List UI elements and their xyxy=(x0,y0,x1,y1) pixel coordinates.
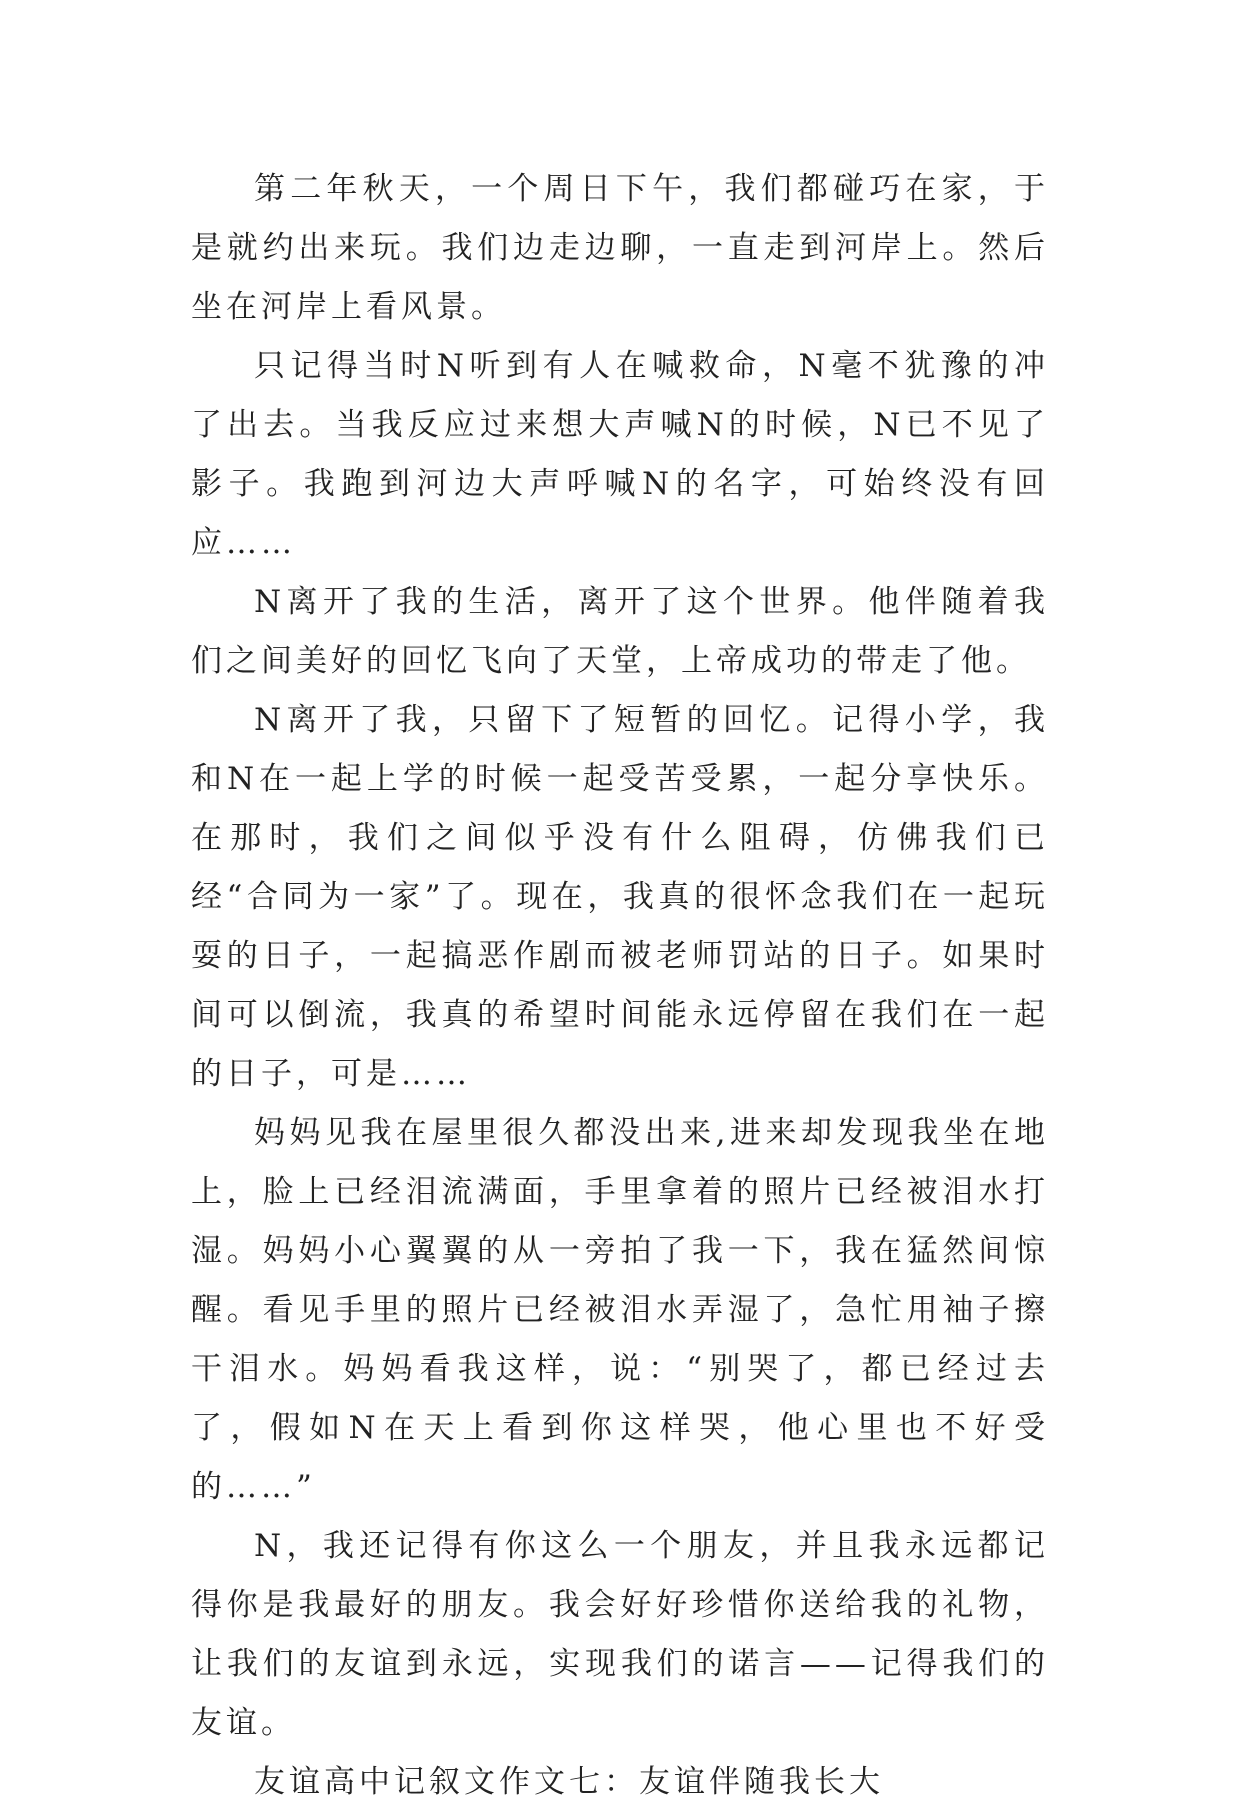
paragraph-3: N离开了我的生活，离开了这个世界。他伴随着我们之间美好的回忆飞向了天堂，上帝成功的带走了他。 xyxy=(191,584,1049,679)
document-body xyxy=(191,160,1049,1812)
paragraph-1: 第二年秋天，一个周日下午，我们都碰巧在家，于是就约出来玩。我们边走边聊，一直走到河岸上。然后坐在河岸上看风景。 xyxy=(191,171,1049,325)
paragraph-2: 只记得当时N听到有人在喊救命，N毫不犹豫的冲了出去。当我反应过来想大声喊N的时候，N已不见了影子。我跑到河边大声呼喊N的名字，可始终没有回应…… xyxy=(191,348,1049,561)
section-heading: 友谊高中记叙文作文七：友谊伴随我长大 xyxy=(254,1764,884,1800)
paragraph-4: N离开了我，只留下了短暂的回忆。记得小学，我和N在一起上学的时候一起受苦受累，一起分享快乐。在那时，我们之间似乎没有什么阻碍，仿佛我们已经“合同为一家”了。现在，我真的很怀念我们在一起玩耍的日子，一起搞恶作剧而被老师罚站的日子。如果时间可以倒流，我真的希望时间能永远停留在我们在一起的日子，可是…… xyxy=(191,702,1049,1092)
paragraph-5: 妈妈见我在屋里很久都没出来,进来却发现我坐在地上，脸上已经泪流满面，手里拿着的照片已经被泪水打湿。妈妈小心翼翼的从一旁拍了我一下，我在猛然间惊醒。看见手里的照片已经被泪水弄湿了，急忙用袖子擦干泪水。妈妈看我这样，说：“别哭了，都已经过去了，假如N在天上看到你这样哭，他心里也不好受的……” xyxy=(191,1115,1049,1505)
paragraph-6: N，我还记得有你这么一个朋友，并且我永远都记得你是我最好的朋友。我会好好珍惜你送给我的礼物，让我们的友谊到永远，实现我们的诺言——记得我们的友谊。 xyxy=(191,1528,1049,1741)
